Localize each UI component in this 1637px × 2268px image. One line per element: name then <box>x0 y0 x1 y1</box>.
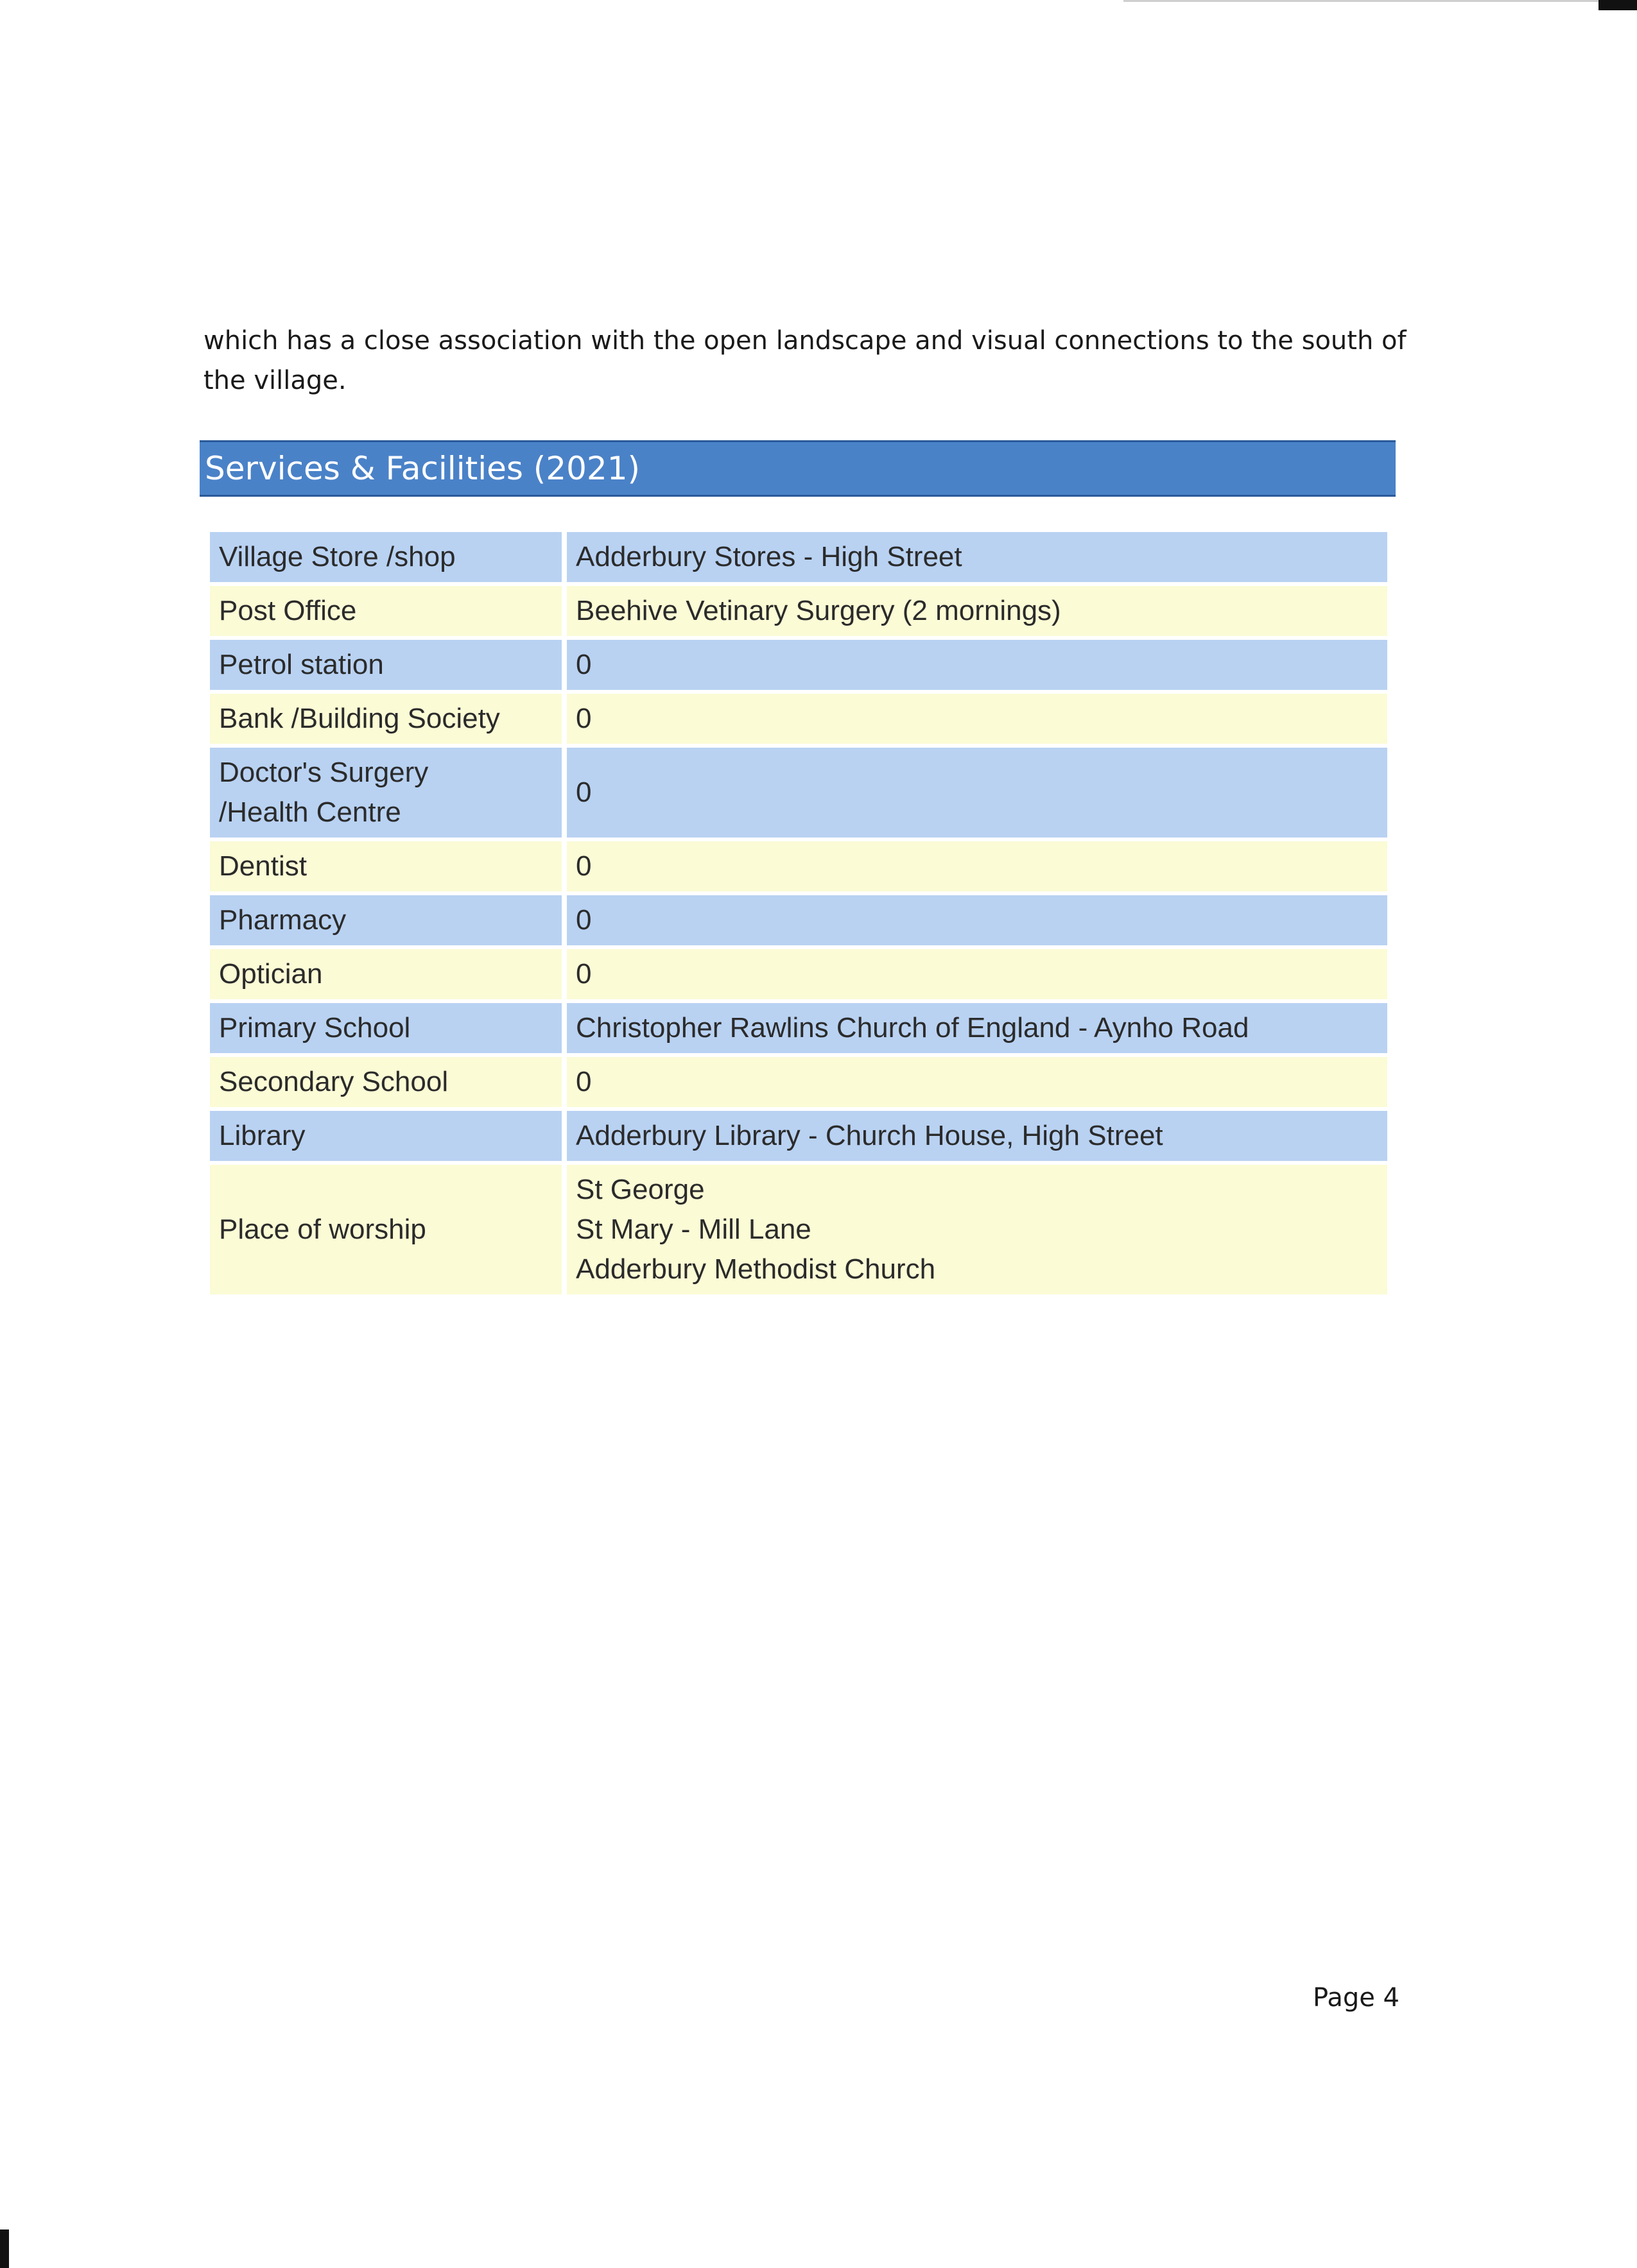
table-row <box>210 841 1387 891</box>
facility-value <box>567 586 1387 636</box>
table-body <box>210 532 1387 1294</box>
scan-edge-mark <box>1598 0 1637 10</box>
facility-label: Village Store /shop <box>210 532 562 582</box>
table-row <box>210 1003 1387 1053</box>
facility-value-line: St George <box>576 1174 705 1205</box>
intro-paragraph: which has a close association with the open landscape and visual connections to the south of the village. <box>204 326 1407 395</box>
facility-value-line: Beehive Vetinary Surgery (2 mornings) <box>576 595 1061 626</box>
facility-value <box>567 694 1387 744</box>
facility-label: Petrol station <box>210 640 562 690</box>
facility-value <box>567 1111 1387 1161</box>
facility-value <box>567 532 1387 582</box>
table-row <box>210 949 1387 999</box>
facility-value <box>567 1165 1387 1294</box>
facility-value <box>567 640 1387 690</box>
table-row <box>210 640 1387 690</box>
facility-label: Library <box>210 1111 562 1161</box>
facility-label: Dentist <box>210 841 562 891</box>
services-table <box>205 528 1392 1298</box>
table-row <box>210 895 1387 945</box>
facility-label: Doctor's Surgery /Health Centre <box>210 748 562 838</box>
table-row <box>210 1165 1387 1294</box>
facility-value-line: 0 <box>576 850 592 882</box>
facility-value-line: 0 <box>576 904 592 936</box>
facility-label: Secondary School <box>210 1057 562 1107</box>
facility-value-line: Adderbury Library - Church House, High Street <box>576 1120 1163 1151</box>
facility-value <box>567 841 1387 891</box>
facility-value <box>567 895 1387 945</box>
facility-label: Post Office <box>210 586 562 636</box>
facility-label: Primary School <box>210 1003 562 1053</box>
facility-value-line: 0 <box>576 777 592 808</box>
facility-value <box>567 949 1387 999</box>
facility-value-line: Adderbury Stores - High Street <box>576 541 962 572</box>
table-row <box>210 532 1387 582</box>
facility-value <box>567 1057 1387 1107</box>
table-row <box>210 694 1387 744</box>
facility-label: Optician <box>210 949 562 999</box>
facility-label: Place of worship <box>210 1165 562 1294</box>
table-row <box>210 1111 1387 1161</box>
facility-label: Pharmacy <box>210 895 562 945</box>
table-row <box>210 1057 1387 1107</box>
facility-value-line: 0 <box>576 649 592 680</box>
facility-value <box>567 748 1387 838</box>
scan-edge-line <box>1123 0 1598 2</box>
facility-value-line: St Mary - Mill Lane <box>576 1214 811 1245</box>
facility-value-line: 0 <box>576 958 592 990</box>
facility-value-line: 0 <box>576 1066 592 1097</box>
table-row <box>210 748 1387 838</box>
facility-value-line: Adderbury Methodist Church <box>576 1253 936 1285</box>
facility-value <box>567 1003 1387 1053</box>
table-row <box>210 586 1387 636</box>
facility-value-line: Christopher Rawlins Church of England - Aynho Road <box>576 1012 1249 1044</box>
facility-value-line: 0 <box>576 703 592 734</box>
scan-edge-mark <box>0 2229 9 2268</box>
facility-label: Bank /Building Society <box>210 694 562 744</box>
section-title: Services & Facilities (2021) <box>200 440 1396 497</box>
page-number: Page 4 <box>1313 1983 1399 2013</box>
